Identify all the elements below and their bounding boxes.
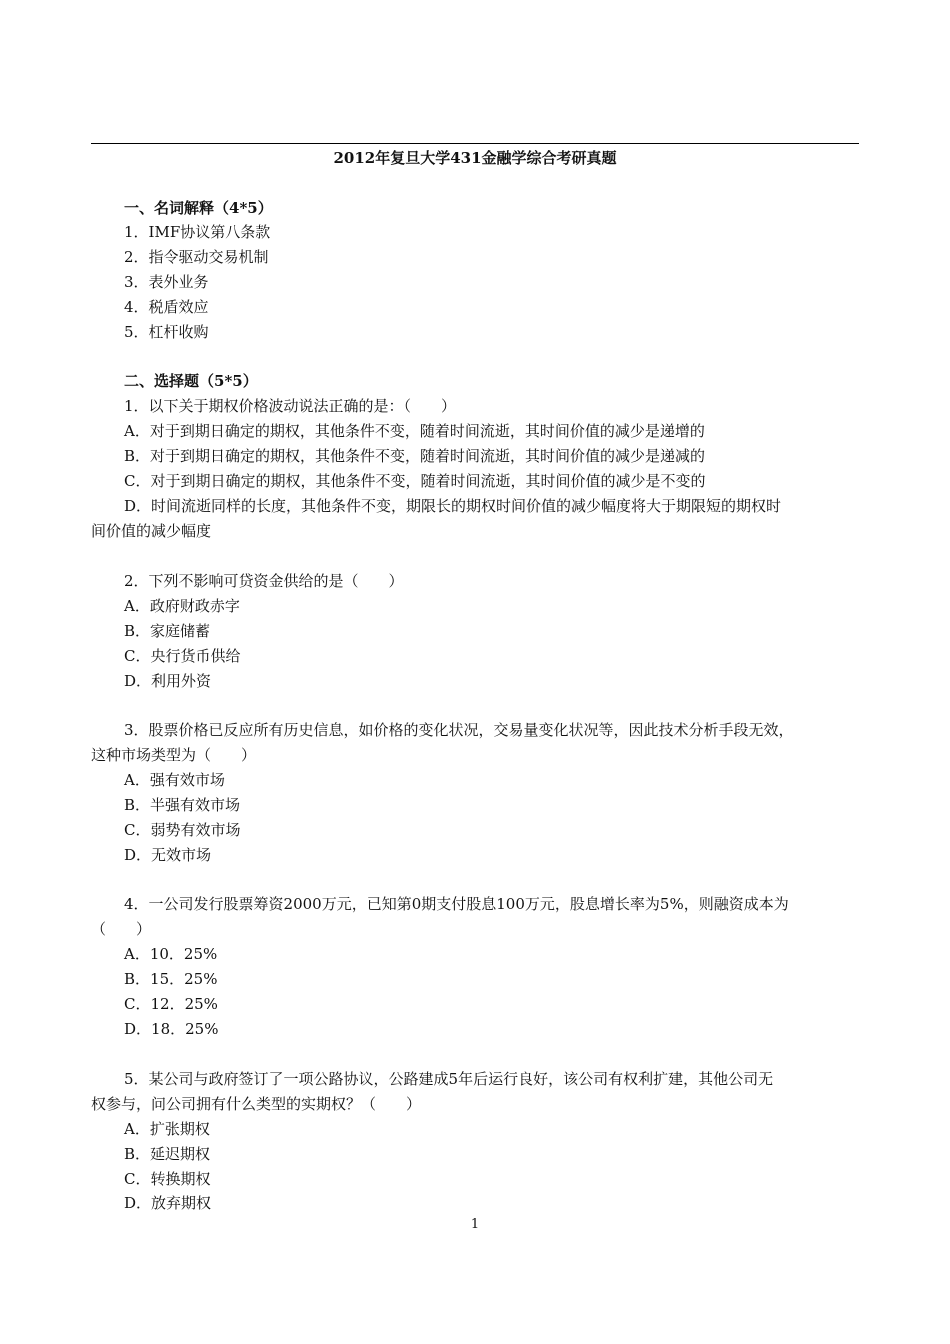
header-rule xyxy=(91,143,859,144)
q1-option-b: B．对于到期日确定的期权，其他条件不变，随着时间流逝，其时间价值的减少是递减的 xyxy=(124,447,706,465)
q5-option-d: D．放弃期权 xyxy=(124,1194,212,1212)
q5-stem: 5．某公司与政府签订了一项公路协议，公路建成5年后运行良好，该公司有权利扩建，其他公司无 xyxy=(124,1070,774,1088)
q4-option-d: D．18．25% xyxy=(124,1020,219,1038)
document-title: 2012年复旦大学431金融学综合考研真题 xyxy=(333,149,617,167)
q5-stem-continued: 权参与，问公司拥有什么类型的实期权？（ ） xyxy=(91,1095,422,1113)
q4-option-c: C．12．25% xyxy=(124,995,218,1013)
q4-stem: 4．一公司发行股票筹资2000万元，已知第0期支付股息100万元，股息增长率为5%，则融资成本为 xyxy=(124,895,789,913)
term-item-2: 2．指令驱动交易机制 xyxy=(124,248,269,266)
q5-option-b: B．延迟期权 xyxy=(124,1145,211,1163)
q5-option-a: A．扩张期权 xyxy=(124,1120,210,1138)
q1-option-c: C．对于到期日确定的期权，其他条件不变，随着时间流逝，其时间价值的减少是不变的 xyxy=(124,472,706,490)
q2-option-a: A．政府财政赤字 xyxy=(124,597,240,615)
page-number: 1 xyxy=(470,1217,480,1232)
term-item-4: 4．税盾效应 xyxy=(124,298,209,316)
q1-option-d: D．时间流逝同样的长度，其他条件不变，期限长的期权时间价值的减少幅度将大于期限短的期权时 xyxy=(124,497,782,515)
q2-stem: 2．下列不影响可贷资金供给的是（ ） xyxy=(124,572,404,590)
q2-option-b: B．家庭储蓄 xyxy=(124,622,211,640)
q2-option-d: D．利用外资 xyxy=(124,672,212,690)
term-item-5: 5．杠杆收购 xyxy=(124,323,209,341)
q1-option-d-continued: 间价值的减少幅度 xyxy=(91,522,212,540)
q2-option-c: C．央行货币供给 xyxy=(124,647,241,665)
q4-stem-continued: （ ） xyxy=(91,920,152,938)
section2-heading: 二、选择题（5*5） xyxy=(124,372,258,390)
q1-option-a: A．对于到期日确定的期权，其他条件不变，随着时间流逝，其时间价值的减少是递增的 xyxy=(124,422,705,440)
q5-option-c: C．转换期权 xyxy=(124,1170,211,1188)
q3-stem: 3．股票价格已反应所有历史信息，如价格的变化状况，交易量变化状况等，因此技术分析手段无效， xyxy=(124,721,794,739)
q4-option-b: B．15．25% xyxy=(124,970,218,988)
q3-option-b: B．半强有效市场 xyxy=(124,796,241,814)
q3-option-a: A．强有效市场 xyxy=(124,771,225,789)
term-item-3: 3．表外业务 xyxy=(124,273,209,291)
section1-heading: 一、名词解释（4*5） xyxy=(124,199,273,217)
q1-stem: 1．以下关于期权价格波动说法正确的是：（ ） xyxy=(124,397,457,415)
q3-option-c: C．弱势有效市场 xyxy=(124,821,241,839)
q4-option-a: A．10．25% xyxy=(124,945,218,963)
q3-option-d: D．无效市场 xyxy=(124,846,212,864)
term-item-1: 1．IMF协议第八条款 xyxy=(124,223,271,241)
q3-stem-continued: 这种市场类型为（ ） xyxy=(91,746,257,764)
